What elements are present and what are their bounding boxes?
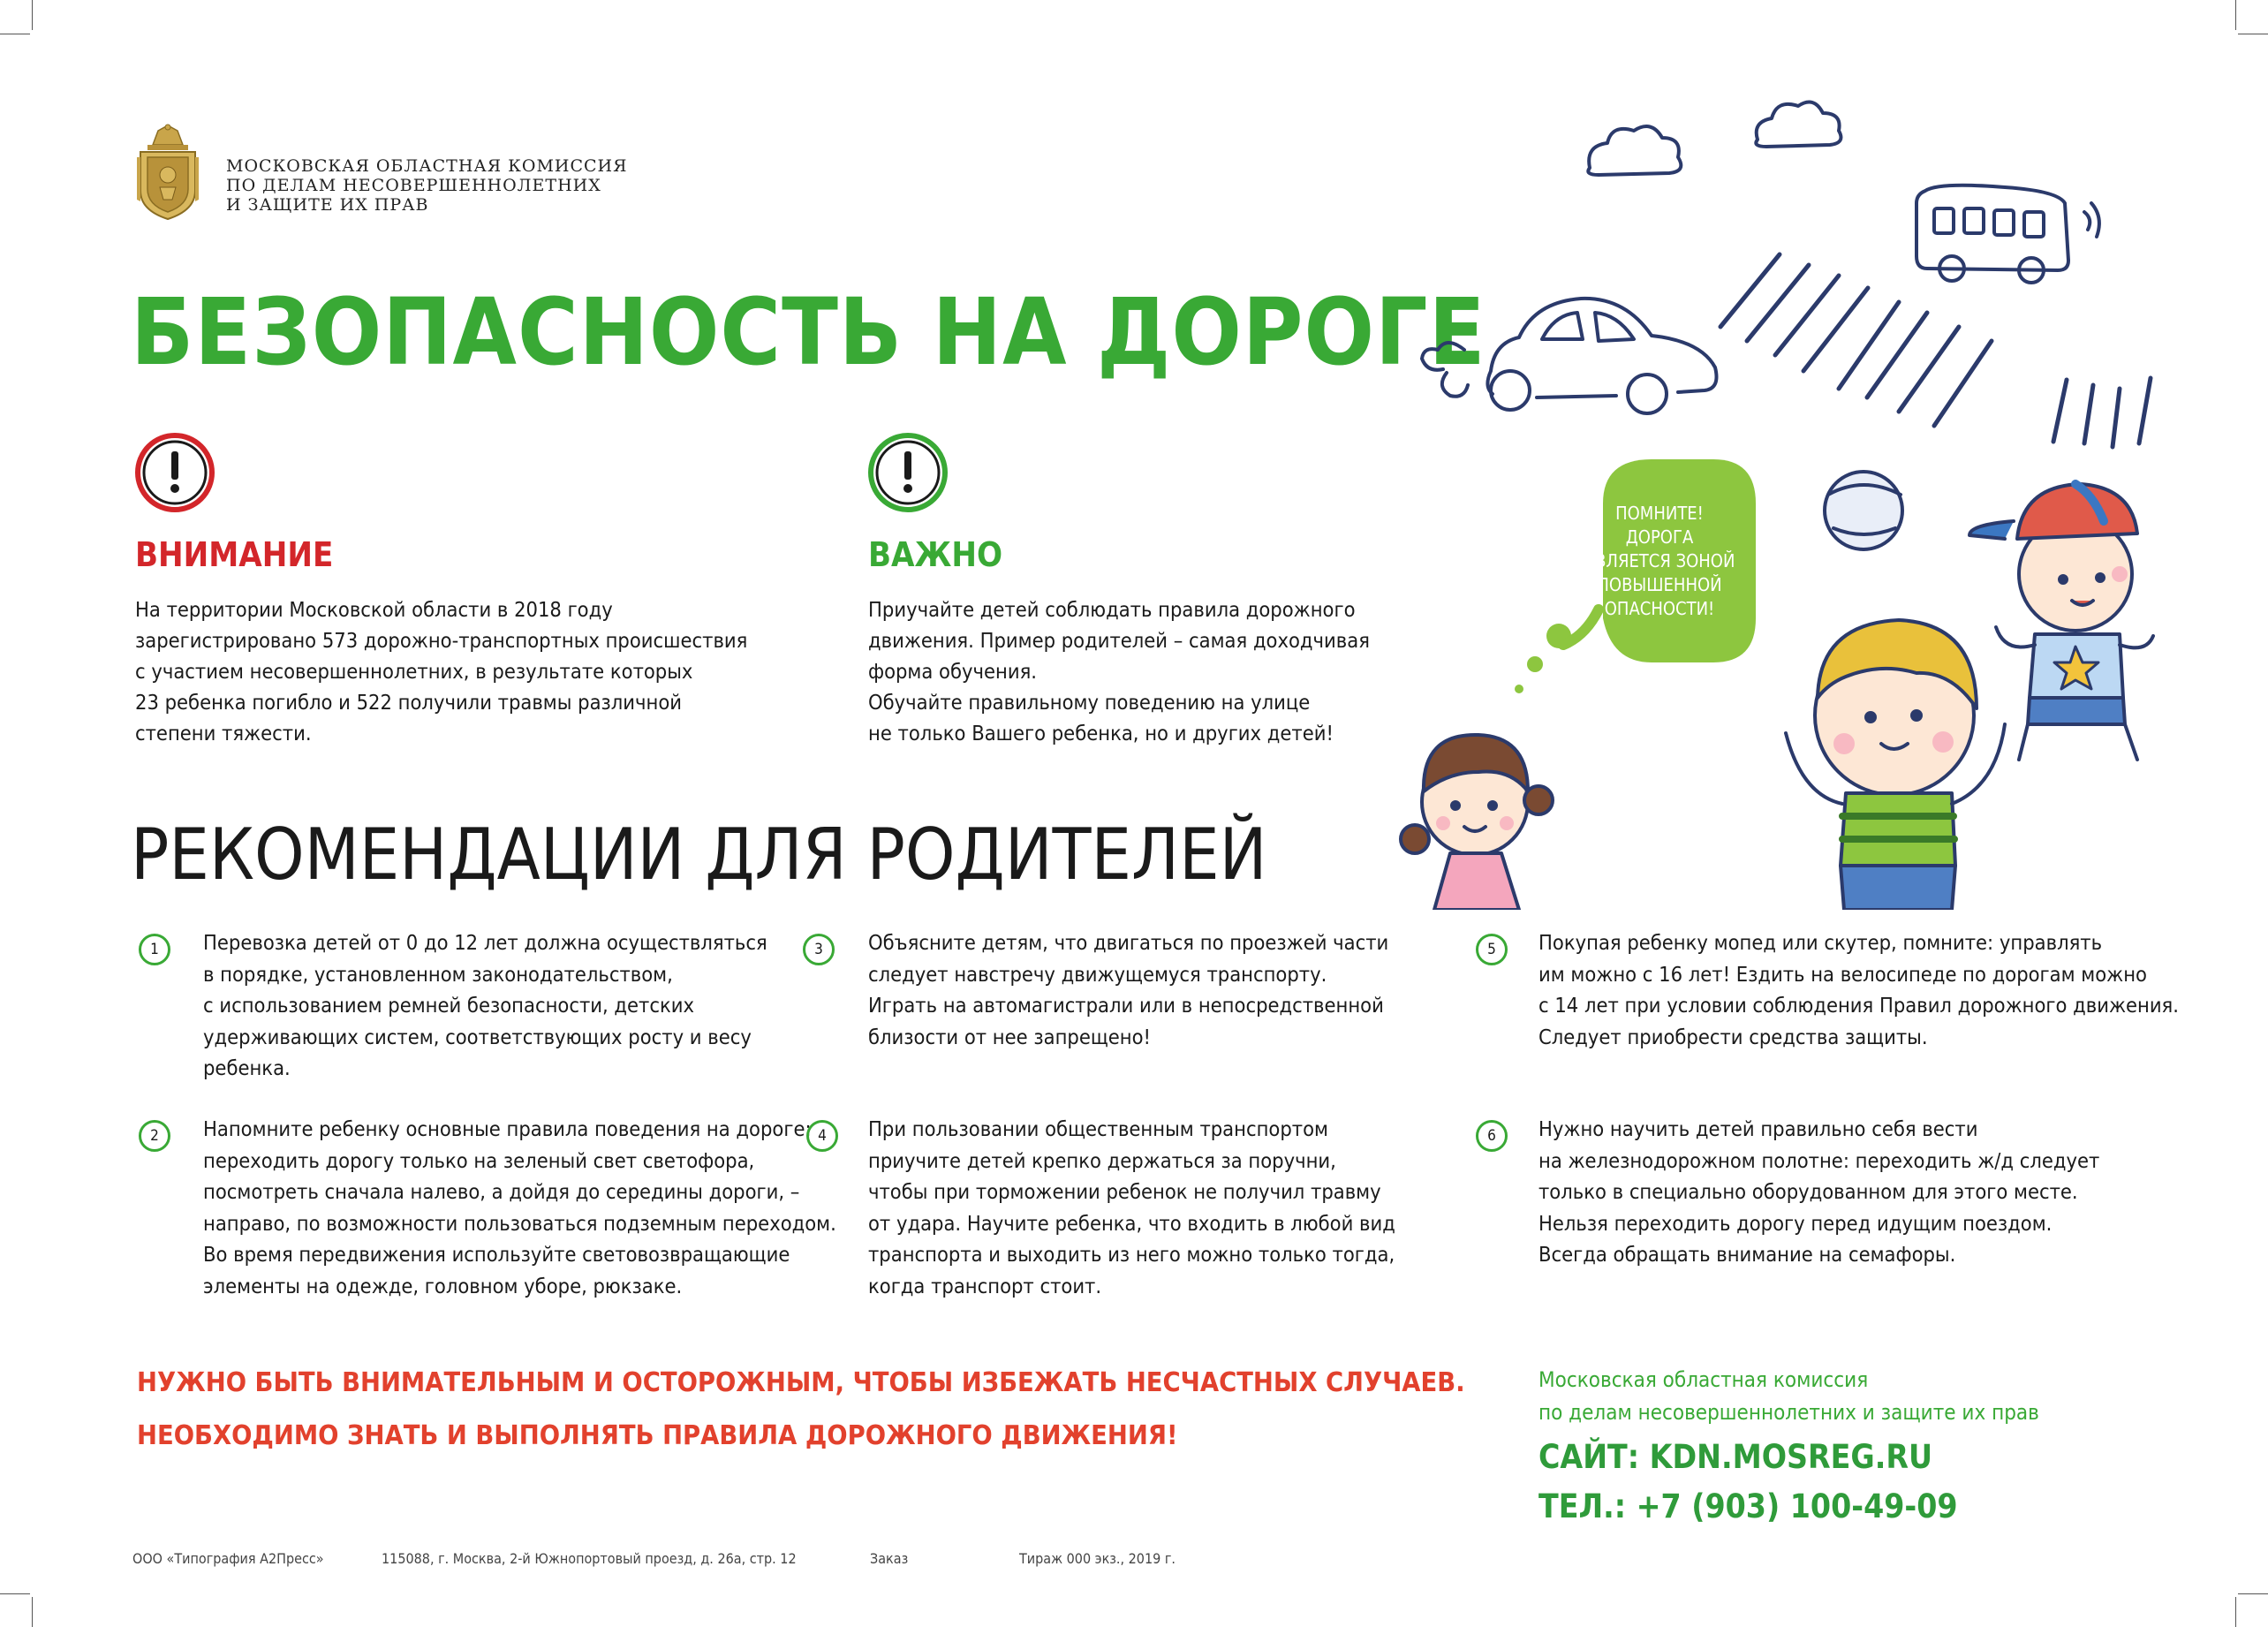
crop-mark [32,0,33,30]
text-line: только в специально оборудованном для этого месте. [1538,1179,2078,1204]
bubble-line: ДОРОГА [1625,526,1694,548]
recommendations-title: РЕКОМЕНДАЦИИ ДЛЯ РОДИТЕЛЕЙ [131,814,1267,896]
attention-heading: ВНИМАНИЕ [135,535,334,574]
crop-mark [32,1597,33,1627]
org-name-line: ПО ДЕЛАМ НЕСОВЕРШЕННОЛЕТНИХ [226,176,601,195]
text-line: 23 ребенка погибло и 522 получили травмы различной [135,690,683,715]
text-line: направо, по возможности пользоваться подземным переходом. [203,1210,836,1236]
crop-mark [2238,1593,2268,1594]
text-line: Играть на автомагистрали или в непосредственной [868,993,1384,1018]
recommendation-number: 3 [803,934,835,965]
ball-icon [1825,472,1902,549]
text-line: удерживающих систем, соответствующих росту и весу [203,1024,752,1049]
warning-banner-line: НУЖНО БЫТЬ ВНИМАТЕЛЬНЫМ И ОСТОРОЖНЫМ, ЧТОБЫ ИЗБЕЖАТЬ НЕСЧАСТНЫХ СЛУЧАЕВ. [137,1367,1465,1398]
attention-text [135,594,753,749]
text-line: зарегистрировано 573 дорожно-транспортных происшествия [135,628,748,653]
imprint-address: 115088, г. Москва, 2-й Южнопортовый проезд, д. 26а, стр. 12 [382,1550,797,1567]
speech-bubble-text [1563,502,1756,621]
text-line: не только Вашего ребенка, но и других детей! [868,721,1334,745]
cloud-icon [1588,126,1681,175]
recommendation-number: 2 [139,1120,170,1152]
bubble-line: ОПАСНОСТИ! [1604,598,1715,619]
text-line: когда транспорт стоит. [868,1273,1102,1298]
warning-banner-line: НЕОБХОДИМО ЗНАТЬ И ВЫПОЛНЯТЬ ПРАВИЛА ДОРОЖНОГО ДВИЖЕНИЯ! [137,1420,1178,1451]
recommendation-number: 4 [806,1120,838,1152]
recommendation-number: 1 [139,934,170,965]
contact-org-line: по делам несовершеннолетних и защите их прав [1538,1400,2039,1425]
recommendation-text [868,927,1388,1053]
text-line: движения. Пример родителей – самая доходчивая [868,628,1370,653]
text-line: ребенка. [203,1056,291,1080]
crop-mark [2235,1597,2236,1627]
phone-number[interactable]: ТЕЛ.: +7 (903) 100-49-09 [1538,1487,1958,1525]
text-line: в порядке, установленном законодательством, [203,961,673,987]
text-line: Приучайте детей соблюдать правила дорожного [868,597,1356,622]
imprint-circulation: Тираж 000 экз., 2019 г. [1019,1550,1176,1567]
recommendation-number: 6 [1476,1120,1508,1152]
text-line: Следует приобрести средства защиты. [1538,1024,1928,1049]
text-line: приучите детей крепко держаться за поручни, [868,1147,1336,1173]
text-line: близости от нее запрещено! [868,1024,1151,1049]
text-line: Покупая ребенку мопед или скутер, помните: управлять [1538,930,2103,955]
text-line: с участием несовершеннолетних, в результате которых [135,659,693,684]
text-line: Всегда обращать внимание на семафоры. [1538,1242,1956,1267]
boy-with-cap-figure [1969,484,2153,760]
children-road-illustration [1387,79,2181,910]
bubble-line: ПОВЫШЕННОЙ [1597,574,1722,595]
text-line: им можно с 16 лет! Ездить на велосипеде по дорогам можно [1538,961,2147,987]
crop-mark [2235,0,2236,30]
page-title: БЕЗОПАСНОСТЬ НА ДОРОГЕ [131,278,1486,386]
text-line: При пользовании общественным транспортом [868,1116,1328,1141]
org-name-line: И ЗАЩИТЕ ИХ ПРАВ [226,195,429,215]
crop-mark [0,1593,30,1594]
contact-org-name [1538,1364,2039,1429]
coat-of-arms-icon [135,122,200,223]
recommendation-number: 5 [1476,934,1508,965]
text-line: Объясните детям, что двигаться по проезжей части [868,930,1389,955]
boy-figure [1786,620,2005,910]
text-line: от удара. Научите ребенка, что входить в любой вид [868,1210,1395,1236]
text-line: Перевозка детей от 0 до 12 лет должна осуществляться [203,930,767,955]
cloud-icon [1756,102,1841,148]
exclamation-important-icon [866,430,950,515]
text-line: на железнодорожном полотне: переходить ж/д следует [1538,1147,2100,1173]
recommendation-text [203,927,767,1085]
text-line: транспорта и выходить из него можно только тогда, [868,1242,1395,1267]
text-line: форма обучения. [868,659,1038,684]
girl-figure [1401,735,1553,910]
text-line: посмотреть сначала налево, а дойдя до середины дороги, – [203,1179,800,1204]
text-line: Нельзя переходить дорогу перед идущим поездом. [1538,1210,2053,1236]
bus-icon [1916,185,2099,283]
important-heading: ВАЖНО [868,535,1003,574]
recommendation-text [1538,927,2179,1053]
text-line: с использованием ремней безопасности, детских [203,993,695,1018]
bubble-line: ЯВЛЯЕТСЯ ЗОНОЙ [1584,550,1735,571]
text-line: следует навстречу движущемуся транспорту. [868,961,1327,987]
text-line: степени тяжести. [135,721,312,745]
text-line: Нужно научить детей правильно себя вести [1538,1116,1978,1141]
org-name [226,156,650,215]
text-line: переходить дорогу только на зеленый свет светофора, [203,1147,755,1173]
bubble-line: ПОМНИТЕ! [1615,503,1704,524]
car-icon [1422,299,1717,413]
text-line: Напомните ребенку основные правила поведения на дороге: [203,1116,812,1141]
contact-org-line: Московская областная комиссия [1538,1367,1869,1392]
text-line: чтобы при торможении ребенок не получил травму [868,1179,1381,1204]
org-name-line: МОСКОВСКАЯ ОБЛАСТНАЯ КОМИССИЯ [226,156,628,176]
text-line: Обучайте правильному поведению на улице [868,690,1311,715]
text-line: с 14 лет при условии соблюдения Правил дорожного движения. [1538,993,2179,1018]
recommendation-text [1538,1114,2099,1271]
text-line: Во время передвижения используйте световозвращающие [203,1242,790,1267]
text-line: На территории Московской области в 2018 году [135,597,613,622]
text-line: элементы на одежде, головном уборе, рюкзаке. [203,1273,683,1298]
imprint-order: Заказ [870,1550,909,1567]
website-link[interactable]: САЙТ: KDN.MOSREG.RU [1538,1438,1933,1476]
exclamation-warning-icon [132,430,217,515]
recommendation-text [868,1114,1395,1302]
imprint-printer: ООО «Типография А2Пресс» [132,1550,324,1567]
recommendation-text [203,1114,836,1302]
